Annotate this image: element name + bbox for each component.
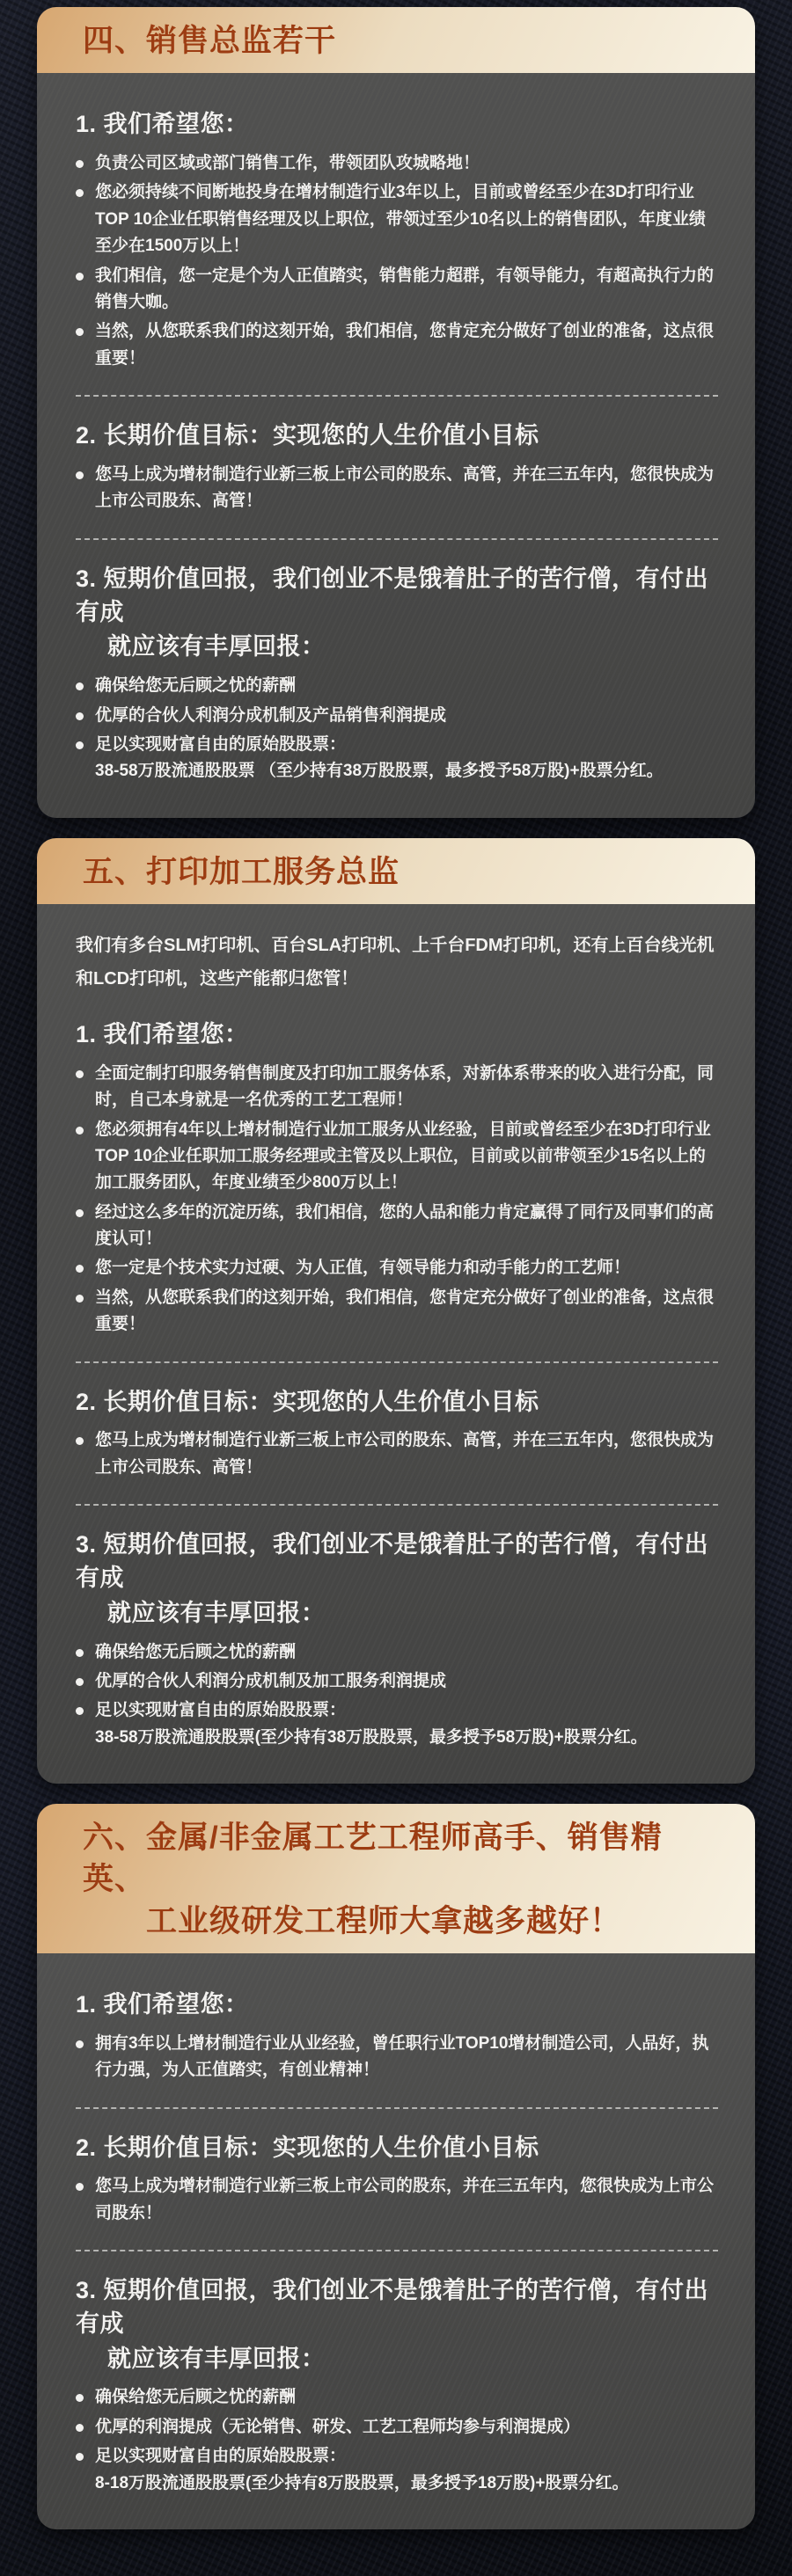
bullet-text: 全面定制打印服务销售制度及打印加工服务体系，对新体系带来的收入进行分配，同时，自己本身就是一名优秀的工艺工程师！ [95,1063,715,1110]
list-item [76,1668,718,1695]
bullet-marker-icon [76,1437,84,1445]
dashed-divider [76,2107,718,2109]
list-item [76,263,718,317]
stock-detail-line: 38-58万股流通股股票 （至少持有38万股股票，最多授予58万股)+股票分红。 [95,762,664,781]
list-item [76,2414,718,2441]
card-header [37,838,755,904]
bullet-list [76,150,718,372]
dashed-divider [76,395,718,397]
job-card-engineers-and-sales [37,1804,755,2529]
list-item [76,462,718,515]
card-header [37,7,755,73]
dashed-divider [76,538,718,540]
bullet-marker-icon [76,1127,84,1135]
bullet-text: 当然，从您联系我们的这刻开始，我们相信，您肯定充分做好了创业的准备，这点很重要！ [95,1288,715,1334]
bullet-list [76,673,718,785]
bullet-marker-icon [76,328,84,336]
list-item [76,2031,718,2084]
bullet-marker-icon [76,2424,84,2432]
bullet-marker-icon [76,712,84,720]
list-item [76,1639,718,1666]
bullet-marker-icon [76,1707,84,1715]
list-item [76,1255,718,1281]
list-item [76,673,718,699]
job-card-print-service-director [37,838,755,1784]
bullet-marker-icon [76,2394,84,2402]
bullet-main-line: 足以实现财富自由的原始股股票： [95,734,347,754]
bullet-text: 您必须持续不间断地投身在增材制造行业3年以上，目前或曾经至少在3D打印行业TOP 10企业任职销售经理及以上职位，带领过至少10名以上的销售团队，年度业绩至少在1500万以上！ [95,183,706,256]
bullet-text: 优厚的利润提成（无论销售、研发、工艺工程师均参与利润提成） [95,2417,581,2436]
bullet-main-line: 足以实现财富自由的原始股股票： [95,1701,347,1720]
bullet-text: 拥有3年以上增材制造行业从业经验，曾任职行业TOP10增材制造公司，人品好，执行力强，为人正值踏实，有创业精神！ [95,2033,709,2080]
card-title: 六、金属/非金属工艺工程师高手、销售精英、 [83,1821,663,1897]
bullet-marker-icon [76,1649,84,1657]
section-heading-short-term [76,1529,718,1630]
bullet-main-line: 足以实现财富自由的原始股股票： [95,2447,347,2466]
list-item [76,1200,718,1253]
bullet-text [95,2443,718,2497]
list-item [76,318,718,372]
bullet-text: 您马上成为增材制造行业新三板上市公司的股东、高管，并在三五年内，您很快成为上市公司股东、高管！ [95,1431,715,1477]
bullet-text: 您必须拥有4年以上增材制造行业加工服务从业经验，目前或曾经至少在3D打印行业TOP 10企业任职加工服务经理或主管及以上职位，目前或以前带领至少15名以上的加工服务团队，年度业绩至少800万以上！ [95,1120,711,1193]
bullet-list [76,462,718,515]
bullet-text: 经过这么多年的沉淀历练，我们相信，您的人品和能力肯定赢得了同行及同事们的高度认可！ [95,1202,715,1249]
card-body [37,73,755,817]
section-heading-expectations: 1. 我们希望您： [76,111,249,138]
card-title: 五、打印加工服务总监 [83,854,400,889]
bullet-text: 负责公司区域或部门销售工作，带领团队攻城略地！ [95,154,480,173]
section-heading-expectations: 1. 我们希望您： [76,1020,249,1047]
bullet-list [76,1639,718,1752]
section-heading-expectations: 1. 我们希望您： [76,1990,249,2018]
bullet-list [76,2031,718,2084]
bullet-list [76,1427,718,1481]
bullet-marker-icon [76,160,84,168]
bullet-marker-icon [76,1209,84,1217]
dashed-divider [76,1504,718,1506]
dashed-divider [76,2250,718,2251]
heading-line-2: 就应该有丰厚回报： [107,2345,326,2372]
bullet-text: 您马上成为增材制造行业新三板上市公司的股东、高管，并在三五年内，您很快成为上市公司股东、高管！ [95,464,715,511]
bullet-text [95,732,718,785]
job-card-sales-director [37,7,755,818]
bullet-text: 我们相信，您一定是个为人正值踏实，销售能力超群，有领导能力，有超高执行力的销售大咖。 [95,266,715,311]
bullet-marker-icon [76,1678,84,1686]
bullet-marker-icon [76,189,84,197]
card-title-line2: 工业级研发工程师大拿越多越好！ [146,1903,622,1938]
heading-line-1: 3. 短期价值回报，我们创业不是饿着肚子的苦行僧，有付出有成 [76,565,709,625]
list-item [76,1061,718,1114]
heading-line-2: 就应该有丰厚回报： [107,633,326,660]
bullet-text: 优厚的合伙人利润分成机制及加工服务利润提成 [95,1672,447,1691]
bullet-text: 确保给您无后顾之忧的薪酬 [95,676,297,696]
bullet-list [76,1061,718,1339]
section-heading-long-term: 2. 长期价值目标：实现您的人生价值小目标 [76,2134,539,2161]
bullet-text: 确保给您无后顾之忧的薪酬 [95,2388,297,2407]
section-heading-short-term [76,563,718,664]
heading-line-2: 就应该有丰厚回报： [107,1599,326,1626]
card-intro-paragraph: 我们有多台SLM打印机、百台SLA打印机、上千台FDM打印机，还有上百台线光机和LCD打印机，这些产能都归您管！ [76,935,715,989]
section-heading-short-term [76,2274,718,2375]
heading-line-1: 3. 短期价值回报，我们创业不是饿着肚子的苦行僧，有付出有成 [76,2277,709,2337]
bullet-text: 优厚的合伙人利润分成机制及产品销售利润提成 [95,705,447,725]
card-header [37,1804,755,1953]
list-item [76,150,718,177]
bullet-marker-icon [76,1295,84,1303]
list-item [76,732,718,785]
bullet-text [95,1697,718,1751]
bullet-marker-icon [76,1265,84,1273]
stock-detail-line: 8-18万股流通股股票(至少持有8万股股票，最多授予18万股)+股票分红。 [95,2473,629,2492]
bullet-list [76,2384,718,2497]
list-item [76,703,718,729]
bullet-marker-icon [76,2183,84,2191]
bullet-list [76,2173,718,2227]
list-item [76,1285,718,1339]
bullet-marker-icon [76,2453,84,2461]
bullet-text: 您马上成为增材制造行业新三板上市公司的股东，并在三五年内，您很快成为上市公司股东！ [95,2177,715,2222]
section-heading-long-term: 2. 长期价值目标：实现您的人生价值小目标 [76,422,539,449]
heading-line-1: 3. 短期价值回报，我们创业不是饿着肚子的苦行僧，有付出有成 [76,1531,709,1592]
list-item [76,179,718,259]
list-item [76,2384,718,2411]
bullet-text: 您一定是个技术实力过硬、为人正值，有领导能力和动手能力的工艺师！ [95,1259,631,1278]
bullet-marker-icon [76,741,84,749]
dashed-divider [76,1361,718,1363]
list-item [76,2443,718,2497]
section-heading-long-term: 2. 长期价值目标：实现您的人生价值小目标 [76,1388,539,1415]
bullet-marker-icon [76,1070,84,1078]
card-body [37,1953,755,2529]
list-item [76,1427,718,1481]
bullet-marker-icon [76,273,84,281]
list-item [76,1697,718,1751]
list-item [76,2173,718,2227]
card-body [37,904,755,1784]
bullet-marker-icon [76,682,84,690]
list-item [76,1117,718,1197]
stock-detail-line: 38-58万股流通股股票(至少持有38万股股票，最多授予58万股)+股票分红。 [95,1727,648,1747]
card-title: 四、销售总监若干 [83,24,337,58]
bullet-marker-icon [76,471,84,479]
bullet-text: 确保给您无后顾之忧的薪酬 [95,1642,297,1661]
bullet-marker-icon [76,2040,84,2048]
bullet-text: 当然，从您联系我们的这刻开始，我们相信，您肯定充分做好了创业的准备，这点很重要！ [95,322,715,368]
